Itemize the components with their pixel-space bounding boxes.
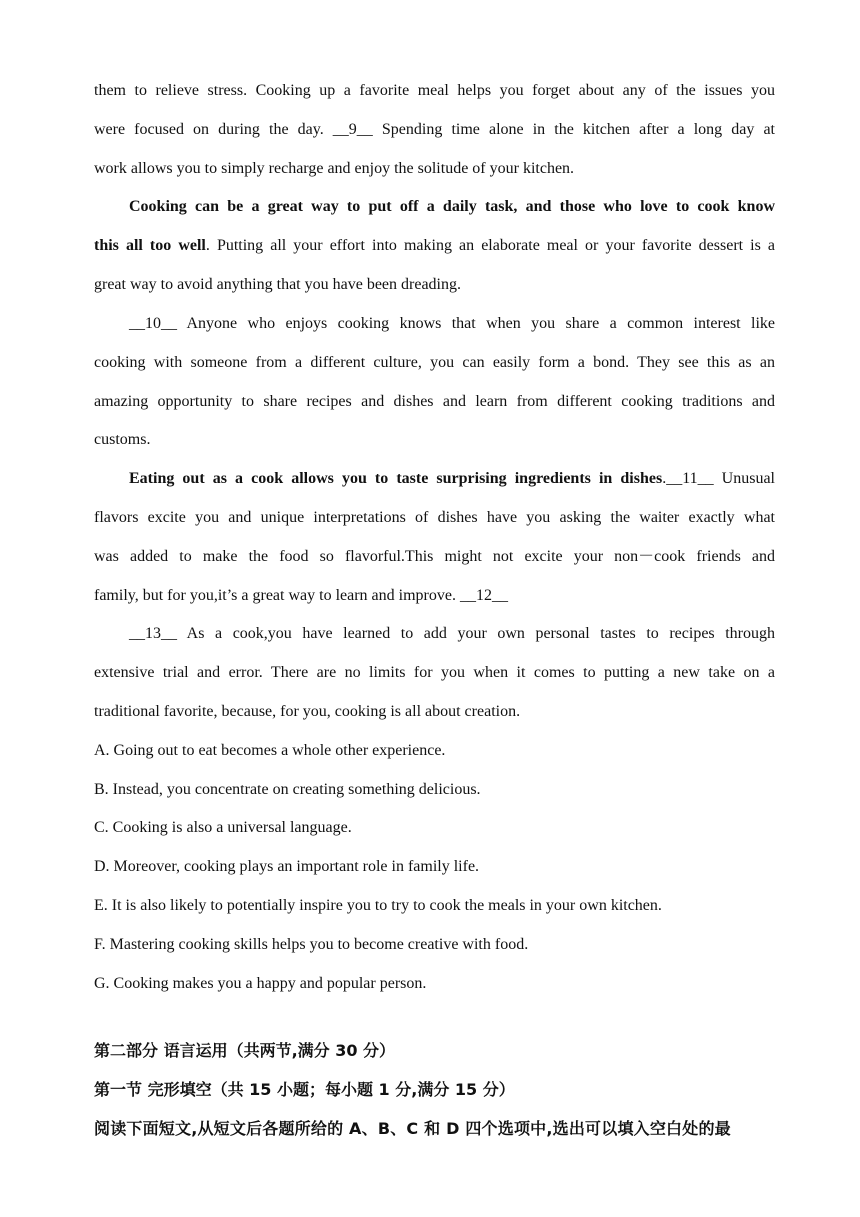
passage-line: traditional favorite, because, for you, cooking is all about creation. [94, 703, 521, 720]
passage-line: great way to avoid anything that you have been dreading. [94, 276, 461, 293]
passage-line: __10__ Anyone who enjoys cooking knows that when you share a common interest like [129, 315, 775, 332]
passage-line: flavors excite you and unique interpretations of dishes have you asking the waiter exactly what [94, 509, 775, 526]
passage-line [94, 235, 775, 257]
passage-line: cooking with someone from a different culture, you can easily form a bond. They see this as an [94, 354, 775, 371]
option-a: A. Going out to eat becomes a whole other experience. [94, 742, 446, 759]
bold-text: this all too well [94, 237, 206, 254]
passage-line: extensive trial and error. There are no limits for you when it comes to putting a new take on a [94, 664, 775, 681]
option-g: G. Cooking makes you a happy and popular person. [94, 975, 427, 992]
section1-heading: 第一节 完形填空（共 15 小题；每小题 1 分,满分 15 分） [94, 1080, 515, 1099]
instructions-text: 阅读下面短文,从短文后各题所给的 A、B、C 和 D 四个选项中,选出可以填入空白处的最 [94, 1119, 731, 1138]
option-d: D. Moreover, cooking plays an important role in family life. [94, 858, 480, 875]
plain-text: .__11__ Unusual [662, 470, 776, 487]
option-c: C. Cooking is also a universal language. [94, 819, 352, 836]
passage-line: customs. [94, 431, 151, 448]
passage-line: work allows you to simply recharge and enjoy the solitude of your kitchen. [94, 160, 575, 177]
part2-heading: 第二部分 语言运用（共两节,满分 30 分） [94, 1041, 396, 1060]
bold-topic-sentence [129, 196, 775, 218]
bold-topic-sentence [129, 468, 775, 490]
passage-line: was added to make the food so flavorful.This might not excite your non－cook friends and [94, 548, 776, 565]
passage-line: __13__ As a cook,you have learned to add your own personal tastes to recipes through [129, 625, 775, 642]
bold-text: Cooking can be a great way to put off a daily task, and those who love to cook know [129, 198, 775, 215]
option-e: E. It is also likely to potentially inspire you to try to cook the meals in your own kitchen. [94, 897, 662, 914]
plain-text: . Putting all your effort into making an elaborate meal or your favorite dessert is a [205, 237, 775, 254]
option-b: B. Instead, you concentrate on creating something delicious. [94, 781, 481, 798]
passage-line: them to relieve stress. Cooking up a favorite meal helps you forget about any of the issues you [94, 82, 775, 99]
bold-text: Eating out as a cook allows you to taste surprising ingredients in dishes [129, 470, 663, 487]
passage-line: family, but for you,it’s a great way to learn and improve. __12__ [94, 587, 508, 604]
option-f: F. Mastering cooking skills helps you to become creative with food. [94, 936, 529, 953]
passage-line: amazing opportunity to share recipes and dishes and learn from different cooking traditions and [94, 393, 775, 410]
passage-line: were focused on during the day. __9__ Spending time alone in the kitchen after a long day at [94, 121, 775, 138]
